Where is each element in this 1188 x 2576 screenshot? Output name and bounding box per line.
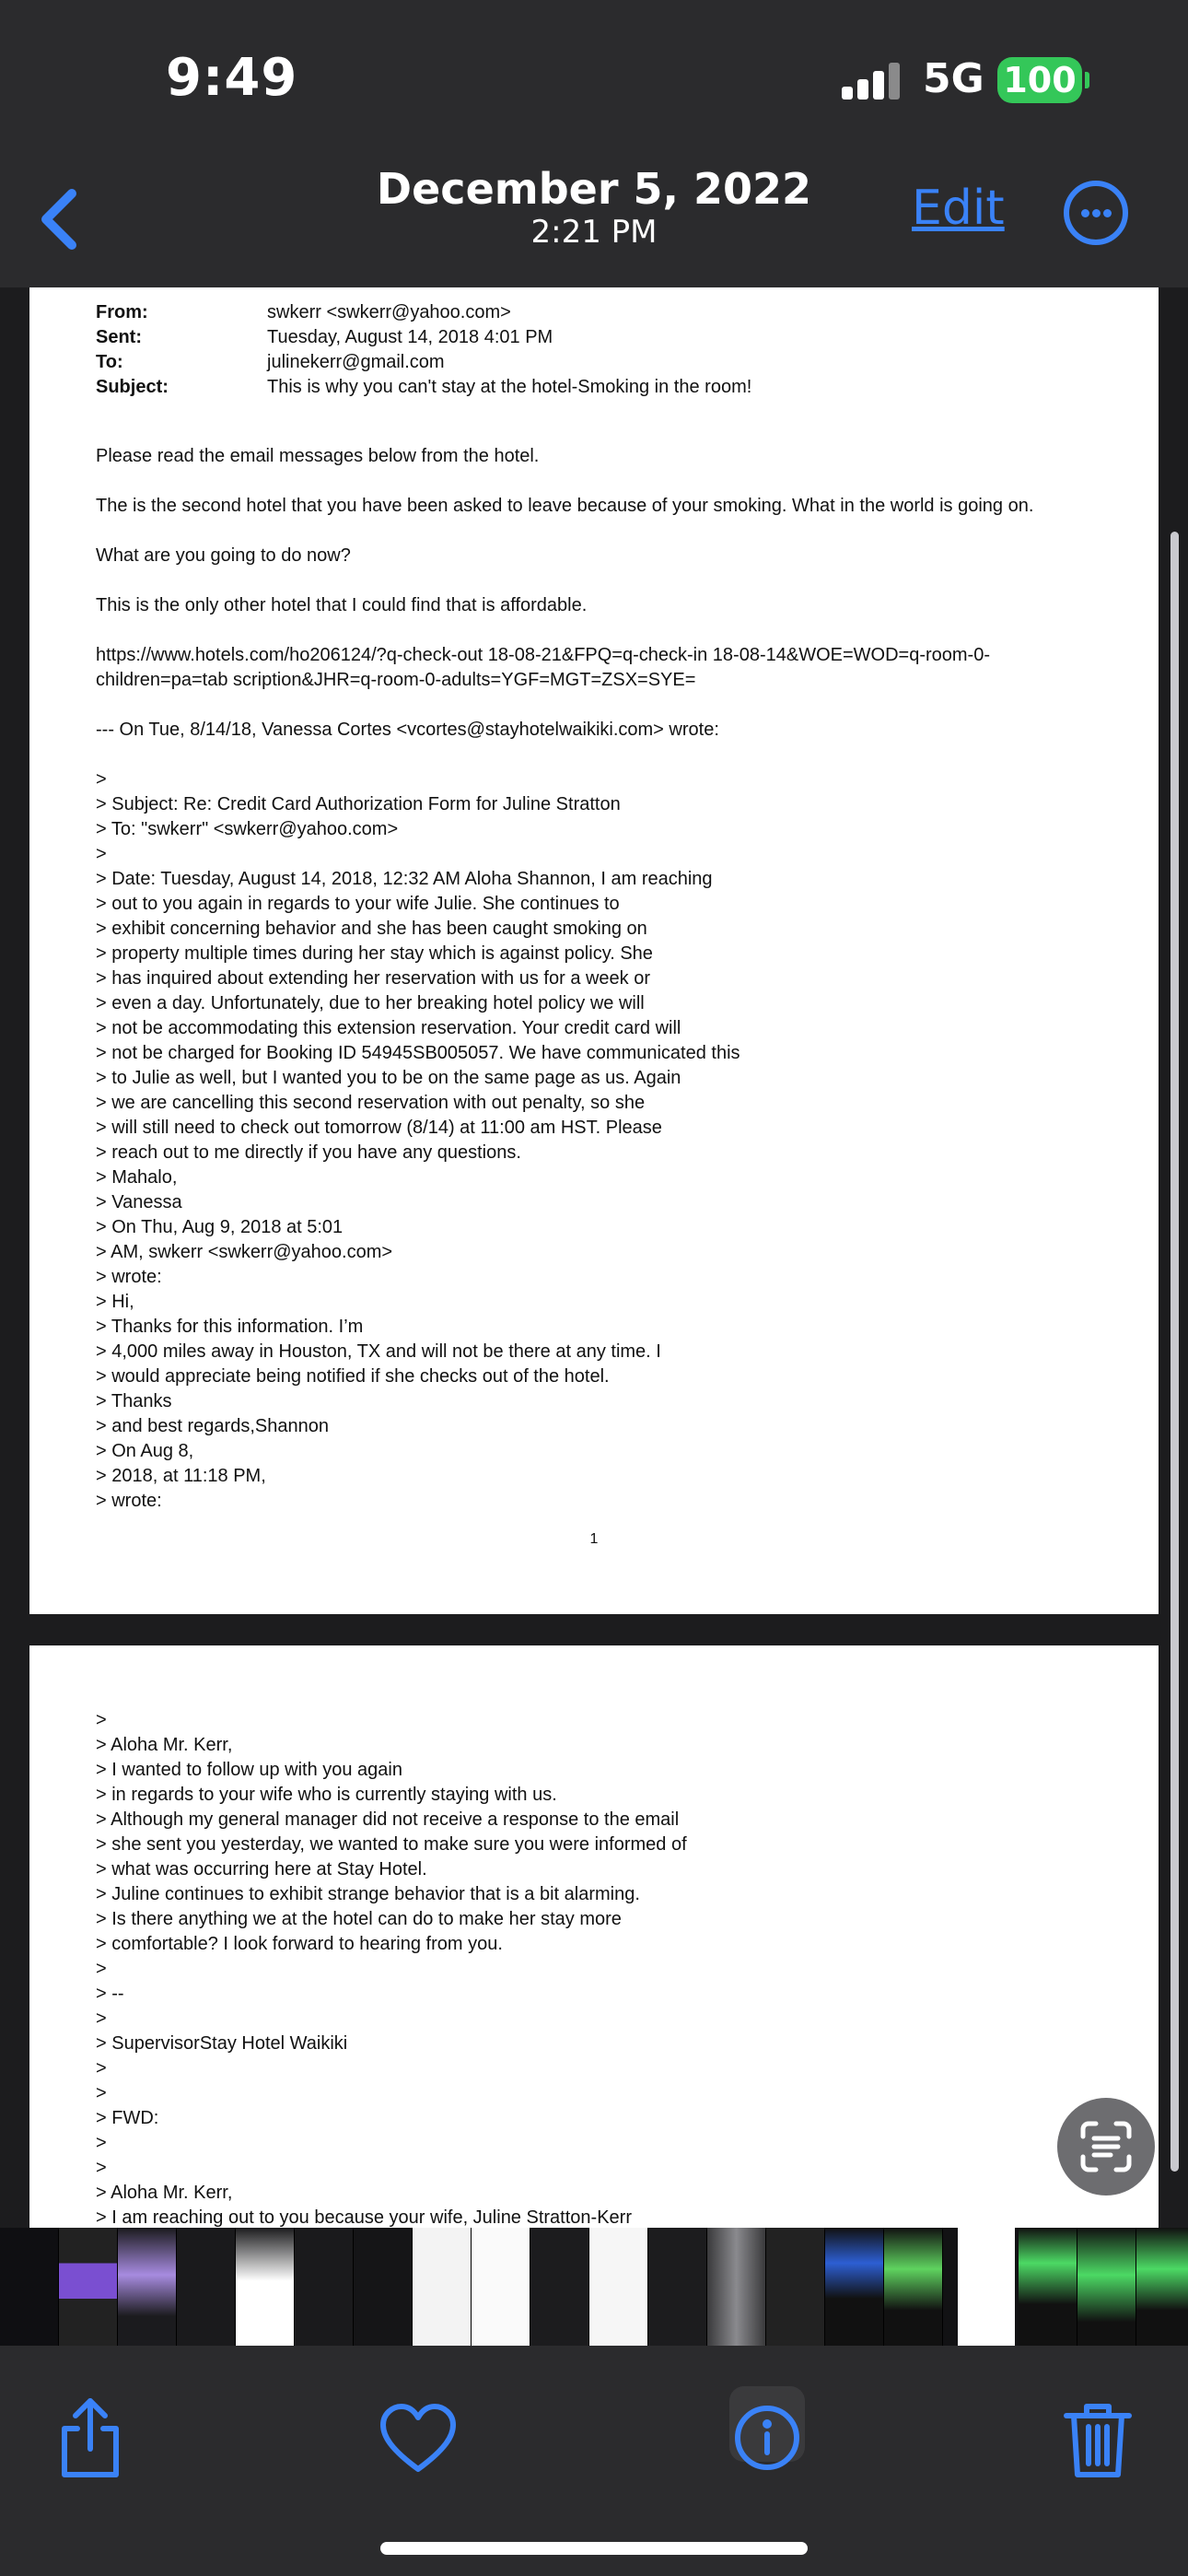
thumbnail[interactable] <box>118 2228 177 2346</box>
thumbnail[interactable] <box>413 2228 472 2346</box>
quoted-line: > <box>96 844 107 864</box>
thumbnail[interactable] <box>530 2228 589 2346</box>
quoted-line: > <box>96 769 107 790</box>
hotel-link: https://www.hotels.com/ho206124/?q-check-out 18-08-21&FPQ=q-check-in 18-08-14&WOE=WOD=q-room-0-children=pa=tab scription&JHR=q-room-0-adults=YGF=MGT=ZSX=SYE= <box>96 645 990 690</box>
quoted-line: > I am reaching out to you because your wife, Juline Stratton-Kerr <box>96 2207 632 2228</box>
photo-viewer[interactable] <box>0 287 1188 2228</box>
thumbnail[interactable] <box>648 2228 707 2346</box>
quoted-line: > Vanessa <box>96 1192 182 1212</box>
heart-icon <box>372 2392 464 2484</box>
info-icon <box>721 2392 813 2484</box>
signal-icon <box>842 61 901 100</box>
document-page-1 <box>29 287 1159 1614</box>
quoted-line: > we are cancelling this second reservation with out penalty, so she <box>96 1093 646 1113</box>
quoted-line: > to Julie as well, but I wanted you to be on the same page as us. Again <box>96 1068 681 1088</box>
quoted-line: > FWD: <box>96 2108 159 2128</box>
thumbnail[interactable] <box>236 2228 295 2346</box>
quoted-line: > what was occurring here at Stay Hotel. <box>96 1859 427 1879</box>
header-row-from <box>96 300 751 325</box>
quoted-line: > she sent you yesterday, we wanted to make sure you were informed of <box>96 1834 687 1855</box>
share-icon <box>44 2392 136 2484</box>
scroll-indicator <box>1171 532 1179 2172</box>
header-key: Subject: <box>96 377 169 397</box>
delete-button[interactable] <box>1052 2392 1144 2484</box>
quoted-line: > <box>96 2008 107 2029</box>
quoted-line: > <box>96 2083 107 2103</box>
quoted-line: > <box>96 2133 107 2153</box>
quoted-line: > Hi, <box>96 1292 134 1312</box>
thumbnail[interactable] <box>59 2228 118 2346</box>
quoted-line: > not be charged for Booking ID 54945SB005057. We have communicated this <box>96 1043 740 1063</box>
header-value: Tuesday, August 14, 2018 4:01 PM <box>267 327 553 347</box>
quoted-line: > would appreciate being notified if she checks out of the hotel. <box>96 1366 610 1387</box>
thumbnail-strip[interactable] <box>0 2228 1188 2346</box>
quote-intro: --- On Tue, 8/14/18, Vanessa Cortes <vcortes@stayhotelwaikiki.com> wrote: <box>96 720 719 740</box>
quoted-line: > I wanted to follow up with you again <box>96 1760 402 1780</box>
quoted-line: > has inquired about extending her reservation with us for a week or <box>96 968 651 989</box>
page-number: 1 <box>589 1531 599 1547</box>
quoted-line: > Mahalo, <box>96 1167 178 1188</box>
status-bar <box>0 0 1188 157</box>
thumbnail[interactable] <box>707 2228 766 2346</box>
paragraph: This is the only other hotel that I could find that is affordable. <box>96 595 588 615</box>
quoted-text-page-2 <box>96 1708 1109 2228</box>
battery-icon: 100 <box>997 57 1082 103</box>
thumbnail[interactable] <box>825 2228 884 2346</box>
quoted-line: > will still need to check out tomorrow (8/14) at 11:00 am HST. Please <box>96 1118 662 1138</box>
header-key: To: <box>96 352 123 372</box>
info-button[interactable] <box>721 2392 813 2484</box>
quoted-line: > Aloha Mr. Kerr, <box>96 2183 233 2203</box>
thumbnail[interactable] <box>1019 2228 1077 2346</box>
quoted-line: > out to you again in regards to your wife Julie. She continues to <box>96 894 620 914</box>
status-time: 9:49 <box>166 48 298 108</box>
quoted-line: > To: "swkerr" <swkerr@yahoo.com> <box>96 819 399 839</box>
thumbnail[interactable] <box>1077 2228 1136 2346</box>
quoted-line: > Subject: Re: Credit Card Authorization Form for Juline Stratton <box>96 794 621 814</box>
thumbnail[interactable] <box>354 2228 413 2346</box>
thumbnail[interactable] <box>177 2228 236 2346</box>
quoted-text-page-1 <box>96 767 1109 1514</box>
header-key: From: <box>96 302 148 322</box>
quoted-line: > <box>96 1959 107 1979</box>
quoted-line: > Although my general manager did not receive a response to the email <box>96 1809 680 1830</box>
quoted-line: > On Aug 8, <box>96 1441 194 1461</box>
quoted-line: > 4,000 miles away in Houston, TX and will not be there at any time. I <box>96 1341 661 1362</box>
quoted-line: > Thanks for this information. I’m <box>96 1317 364 1337</box>
quoted-line: > property multiple times during her stay which is against policy. She <box>96 943 653 964</box>
photo-date: December 5, 2022 <box>376 164 812 214</box>
quoted-line: > and best regards,Shannon <box>96 1416 329 1436</box>
paragraph: The is the second hotel that you have been asked to leave because of your smoking. What in the world is going on. <box>96 496 1034 516</box>
quoted-line: > Date: Tuesday, August 14, 2018, 12:32 AM Aloha Shannon, I am reaching <box>96 869 713 889</box>
quoted-line: > wrote: <box>96 1491 162 1511</box>
quoted-line: > comfortable? I look forward to hearing from you. <box>96 1934 503 1954</box>
header-value: julinekerr@gmail.com <box>267 352 445 372</box>
bottom-toolbar <box>0 2346 1188 2576</box>
quoted-line: > 2018, at 11:18 PM, <box>96 1466 266 1486</box>
paragraph: Please read the email messages below from the hotel. <box>96 446 540 466</box>
email-header <box>96 300 751 400</box>
home-indicator <box>380 2542 808 2555</box>
quoted-line: > exhibit concerning behavior and she has been caught smoking on <box>96 919 647 939</box>
paragraph: What are you going to do now? <box>96 545 351 566</box>
thumbnail[interactable] <box>766 2228 825 2346</box>
header-row-subject <box>96 375 751 400</box>
thumbnail[interactable] <box>589 2228 648 2346</box>
document-page-2 <box>29 1645 1159 2228</box>
quoted-line: > Thanks <box>96 1391 172 1411</box>
quoted-line: > Is there anything we at the hotel can do to make her stay more <box>96 1909 622 1929</box>
quoted-line: > reach out to me directly if you have any questions. <box>96 1142 521 1163</box>
network-type: 5G <box>923 55 984 102</box>
nav-bar <box>0 157 1188 287</box>
quoted-line: > Aloha Mr. Kerr, <box>96 1735 233 1755</box>
header-value: This is why you can't stay at the hotel-Smoking in the room! <box>267 377 752 397</box>
quoted-line: > On Thu, Aug 9, 2018 at 5:01 <box>96 1217 344 1237</box>
share-button[interactable] <box>44 2392 136 2484</box>
more-button[interactable] <box>1064 181 1128 245</box>
header-value: swkerr <swkerr@yahoo.com> <box>267 302 511 322</box>
quoted-line: > <box>96 2158 107 2178</box>
battery-cap <box>1085 72 1089 88</box>
header-row-to <box>96 350 751 375</box>
header-row-sent <box>96 325 751 350</box>
quoted-line: > <box>96 2058 107 2078</box>
live-text-icon <box>1057 2098 1155 2195</box>
thumbnail[interactable] <box>0 2228 59 2346</box>
quoted-line: > SupervisorStay Hotel Waikiki <box>96 2033 348 2054</box>
quoted-line: > -- <box>96 1984 124 2004</box>
edit-button[interactable]: Edit <box>912 181 1005 236</box>
thumbnail[interactable] <box>472 2228 530 2346</box>
quoted-line: > wrote: <box>96 1267 162 1287</box>
trash-icon <box>1052 2392 1144 2484</box>
email-body <box>96 444 1109 1514</box>
thumbnail[interactable] <box>1136 2228 1188 2346</box>
thumbnail[interactable] <box>295 2228 354 2346</box>
header-key: Sent: <box>96 327 142 347</box>
quoted-line: > <box>96 1710 107 1730</box>
quoted-line: > not be accommodating this extension reservation. Your credit card will <box>96 1018 681 1038</box>
quoted-line: > in regards to your wife who is currently staying with us. <box>96 1785 557 1805</box>
quoted-line: > even a day. Unfortunately, due to her breaking hotel policy we will <box>96 993 645 1013</box>
thumbnail[interactable] <box>884 2228 943 2346</box>
quoted-line: > AM, swkerr <swkerr@yahoo.com> <box>96 1242 393 1262</box>
thumbnail-selected[interactable] <box>958 2228 1015 2346</box>
quoted-line: > Juline continues to exhibit strange behavior that is a bit alarming. <box>96 1884 640 1904</box>
live-text-button[interactable] <box>1057 2098 1155 2195</box>
photo-time: 2:21 PM <box>530 214 658 251</box>
favorite-button[interactable] <box>372 2392 464 2484</box>
